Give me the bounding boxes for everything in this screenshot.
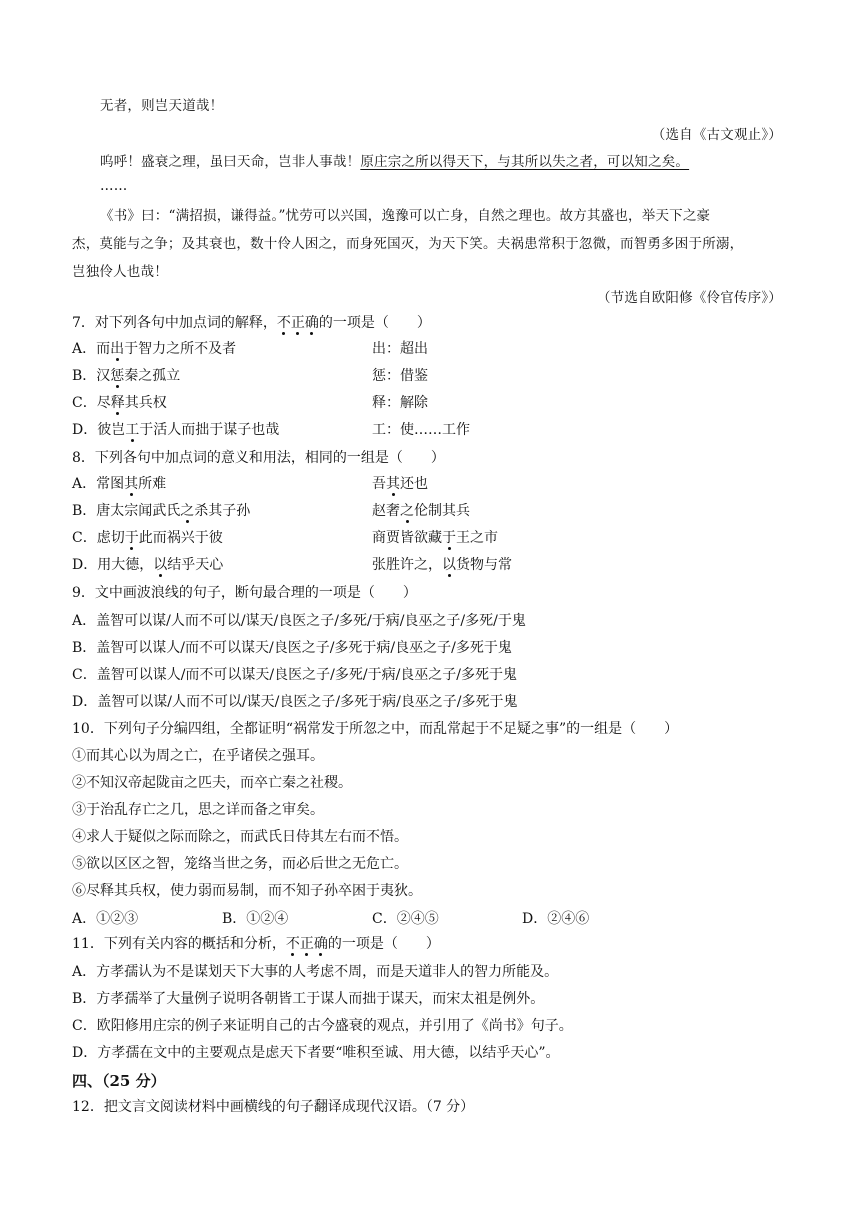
stem-text: 7．对下列各句中加点词的解释， — [72, 315, 277, 331]
q10-item: ⑥尽释其兵权，使力弱而易制，而不知子孙卒困于夷狄。 — [72, 883, 422, 899]
q9-option-d[interactable]: D．盖智可以谋/人而不可以/谋天/良医之子/多死于病/良巫之子/多死于鬼 — [72, 694, 518, 710]
q8-option-b-pair: 赵奢之伦制其兵 — [372, 503, 470, 519]
q9-option-b[interactable]: B．盖智可以谋人/而不可以谋天/良医之子/多死于病/良巫之子/多死于鬼 — [72, 640, 512, 656]
question-7-stem — [72, 313, 431, 333]
dotted-char: 不 — [285, 936, 300, 952]
q9-option-a[interactable]: A．盖智可以谋/人而不可以/谋天/良医之子/多死/于病/良巫之子/多死/于鬼 — [72, 613, 526, 629]
dotted-char: 正 — [299, 936, 314, 952]
q8-option-c[interactable]: C．虑切于此而祸兴于彼 — [72, 530, 223, 546]
stem-text: 11．下列有关内容的概括和分析， — [72, 936, 286, 952]
underlined-sentence: 原庄宗之所以得天下，与其所以失之者，可以知之矣。 — [360, 154, 690, 170]
dotted-char: 正 — [290, 315, 305, 331]
q10-item: ②不知汉帝起陇亩之匹夫，而卒亡秦之社稷。 — [72, 775, 352, 791]
question-9-stem: 9．文中画波浪线的句子，断句最合理的一项是（ ） — [72, 585, 417, 601]
passage-text: 呜呼！盛衰之理，虽曰天命，岂非人事哉！ — [100, 154, 361, 170]
dotted-char: 确 — [313, 936, 328, 952]
ellipsis: …… — [100, 178, 128, 194]
q11-option-d[interactable]: D．方孝孺在文中的主要观点是虑天下者要“唯积至诚、用大德，以结乎天心”。 — [72, 1045, 560, 1061]
question-11-stem — [72, 934, 440, 954]
q8-option-b[interactable]: B．唐太宗闻武氏之杀其子孙 — [72, 503, 251, 519]
question-12-stem: 12．把文言文阅读材料中画横线的句子翻译成现代汉语。（7 分） — [72, 1099, 475, 1115]
q8-option-a[interactable]: A．常图其所难 — [72, 476, 167, 492]
q11-option-b[interactable]: B．方孝孺举了大量例子说明各朝皆工于谋人而拙于谋天，而宋太祖是例外。 — [72, 991, 545, 1007]
source-citation: （节选自欧阳修《伶官传序》） — [596, 290, 782, 306]
passage-line: 岂独伶人也哉！ — [72, 264, 168, 280]
q8-option-d[interactable]: D．用大德，以结乎天心 — [72, 557, 224, 573]
q7-option-c[interactable]: C．尽释其兵权 — [72, 395, 167, 411]
source-citation: （选自《古文观止》） — [651, 127, 782, 143]
q8-option-c-pair: 商贾皆欲藏于王之市 — [372, 530, 498, 546]
q7-option-b-gloss: 惩：借鉴 — [372, 368, 428, 384]
q10-choice-c[interactable]: C．②④⑤ — [372, 911, 439, 927]
q11-option-c[interactable]: C．欧阳修用庄宗的例子来证明自己的古今盛衰的观点，并引用了《尚书》句子。 — [72, 1018, 573, 1034]
q7-option-c-gloss: 释：解除 — [372, 395, 428, 411]
q7-option-a-gloss: 出：超出 — [372, 341, 428, 357]
q9-option-c[interactable]: C．盖智可以谋人/而不可以谋天/良医之子/多死/于病/良巫之子/多死于鬼 — [72, 667, 518, 683]
dotted-char: 确 — [304, 315, 319, 331]
q10-choice-b[interactable]: B．①②④ — [222, 911, 289, 927]
q10-item: ④求人于疑似之际而除之，而武氏日侍其左右而不悟。 — [72, 829, 408, 845]
stem-text: 的一项是（ ） — [318, 315, 431, 331]
question-10-stem: 10．下列句子分编四组，全都证明“祸常发于所忽之中，而乱常起于不足疑之事”的一组是（ ） — [72, 721, 679, 737]
dotted-char: 不 — [276, 315, 291, 331]
q10-item: ①而其心以为周之亡，在乎诸侯之强耳。 — [72, 748, 324, 764]
q10-item: ③于治乱存亡之几，思之详而备之审矣。 — [72, 802, 324, 818]
section-4-title: 四、（25 分） — [72, 1072, 166, 1090]
q8-option-d-pair: 张胜许之，以货物与常 — [372, 557, 512, 573]
passage-line: 杰，莫能与之争；及其衰也，数十伶人困之，而身死国灭，为天下笑。夫祸患常积于忽微，而智勇多困于所溺， — [72, 236, 744, 252]
q10-choice-a[interactable]: A．①②③ — [72, 911, 139, 927]
q10-item: ⑤欲以区区之智，笼络当世之务，而必后世之无危亡。 — [72, 856, 408, 872]
stem-text: 的一项是（ ） — [327, 936, 440, 952]
q7-option-a[interactable]: A．而出于智力之所不及者 — [72, 341, 237, 357]
passage-line: 无者，则岂天道哉！ — [100, 98, 224, 114]
q10-choice-d[interactable]: D．②④⑥ — [522, 911, 590, 927]
q7-option-d[interactable]: D．彼岂工于活人而拙于谋子也哉 — [72, 422, 280, 438]
question-8-stem: 8．下列各句中加点词的意义和用法，相同的一组是（ ） — [72, 450, 445, 466]
q8-option-a-pair: 吾其还也 — [372, 476, 428, 492]
q7-option-b[interactable]: B．汉惩秦之孤立 — [72, 368, 181, 384]
passage-line: 《书》曰：“满招损，谦得益。”忧劳可以兴国，逸豫可以亡身，自然之理也。故方其盛也，举天下之豪 — [100, 208, 711, 224]
q7-option-d-gloss: 工：使……工作 — [372, 422, 470, 438]
passage-paragraph — [100, 152, 689, 172]
q11-option-a[interactable]: A．方孝孺认为不是谋划天下大事的人考虑不周，而是天道非人的智力所能及。 — [72, 964, 559, 980]
